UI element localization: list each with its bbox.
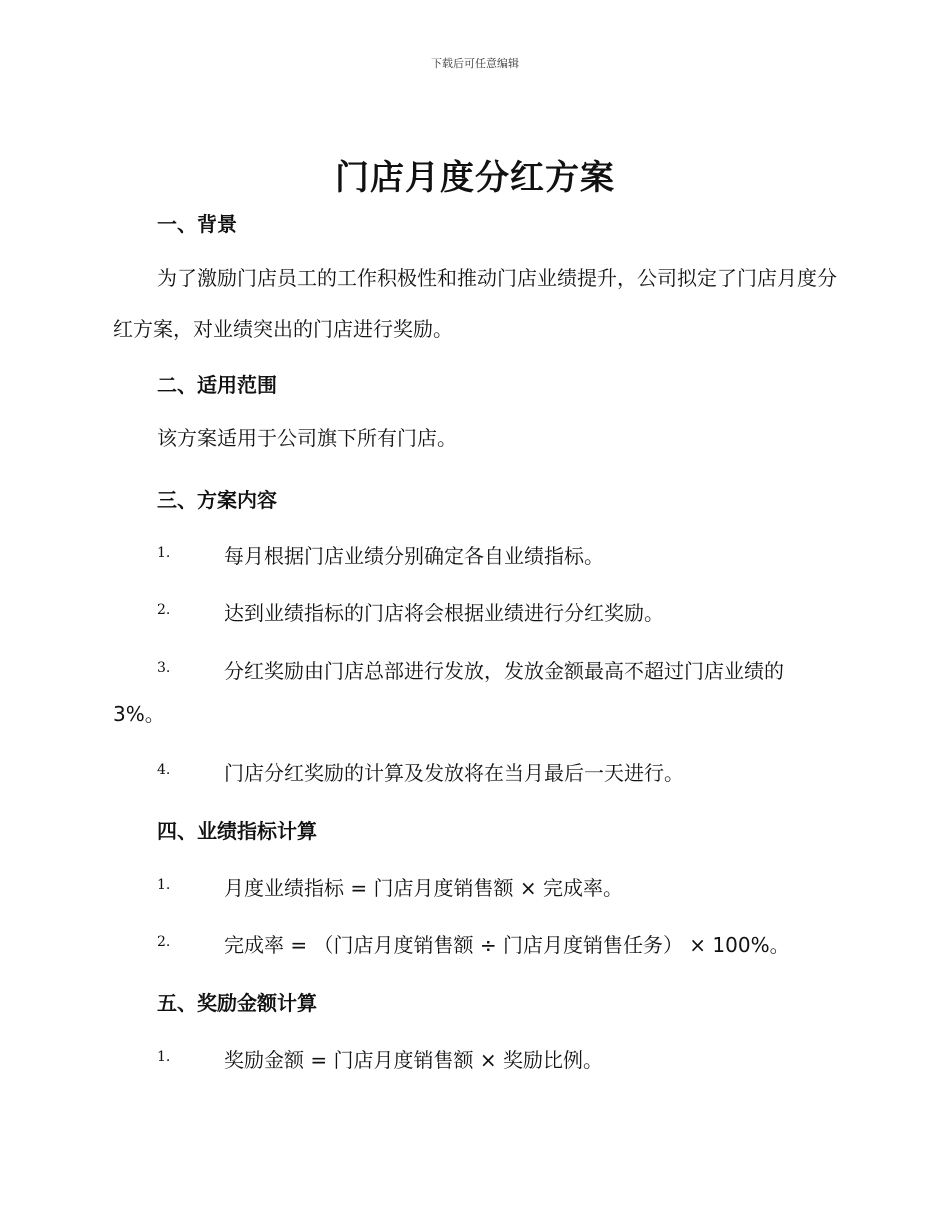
list-item-number: 1. xyxy=(157,545,171,561)
section-heading-scope: 二、适用范围 xyxy=(157,373,277,397)
document-title: 门店月度分红方案 xyxy=(335,158,615,198)
list-item-number: 3. xyxy=(157,660,171,676)
list-item-text: 完成率 = （门店月度销售额 ÷ 门店月度销售任务） × 100%。 xyxy=(224,933,790,957)
list-item-number: 2. xyxy=(157,602,171,618)
list-item-text: 月度业绩指标 = 门店月度销售额 × 完成率。 xyxy=(224,876,623,900)
paragraph-scope-text: 该方案适用于公司旗下所有门店。 xyxy=(157,426,457,450)
list-item-text: 奖励金额 = 门店月度销售额 × 奖励比例。 xyxy=(224,1048,603,1072)
list-item-text-continuation: 3%。 xyxy=(113,702,165,726)
header-note: 下载后可任意编辑 xyxy=(431,57,519,70)
paragraph-background-text: 为了激励门店员工的工作积极性和推动门店业绩提升，公司拟定了门店月度分红方案，对业绩突出的门店进行奖励。 xyxy=(113,266,837,341)
section-heading-metric-calc: 四、业绩指标计算 xyxy=(157,819,317,843)
section-heading-reward-calc: 五、奖励金额计算 xyxy=(157,991,317,1015)
list-item-number: 2. xyxy=(157,934,171,950)
paragraph-background xyxy=(113,253,843,355)
section-heading-content: 三、方案内容 xyxy=(157,488,277,512)
list-item-number: 1. xyxy=(157,877,171,893)
section-heading-background: 一、背景 xyxy=(157,212,237,236)
paragraph-scope xyxy=(113,413,843,464)
list-item-text: 达到业绩指标的门店将会根据业绩进行分红奖励。 xyxy=(224,601,664,625)
list-item-text: 门店分红奖励的计算及发放将在当月最后一天进行。 xyxy=(224,761,684,785)
list-item-text: 每月根据门店业绩分别确定各自业绩指标。 xyxy=(224,544,604,568)
list-item-number: 1. xyxy=(157,1049,171,1065)
list-item-number: 4. xyxy=(157,762,171,778)
list-item-text: 分红奖励由门店总部进行发放，发放金额最高不超过门店业绩的 xyxy=(224,659,784,683)
